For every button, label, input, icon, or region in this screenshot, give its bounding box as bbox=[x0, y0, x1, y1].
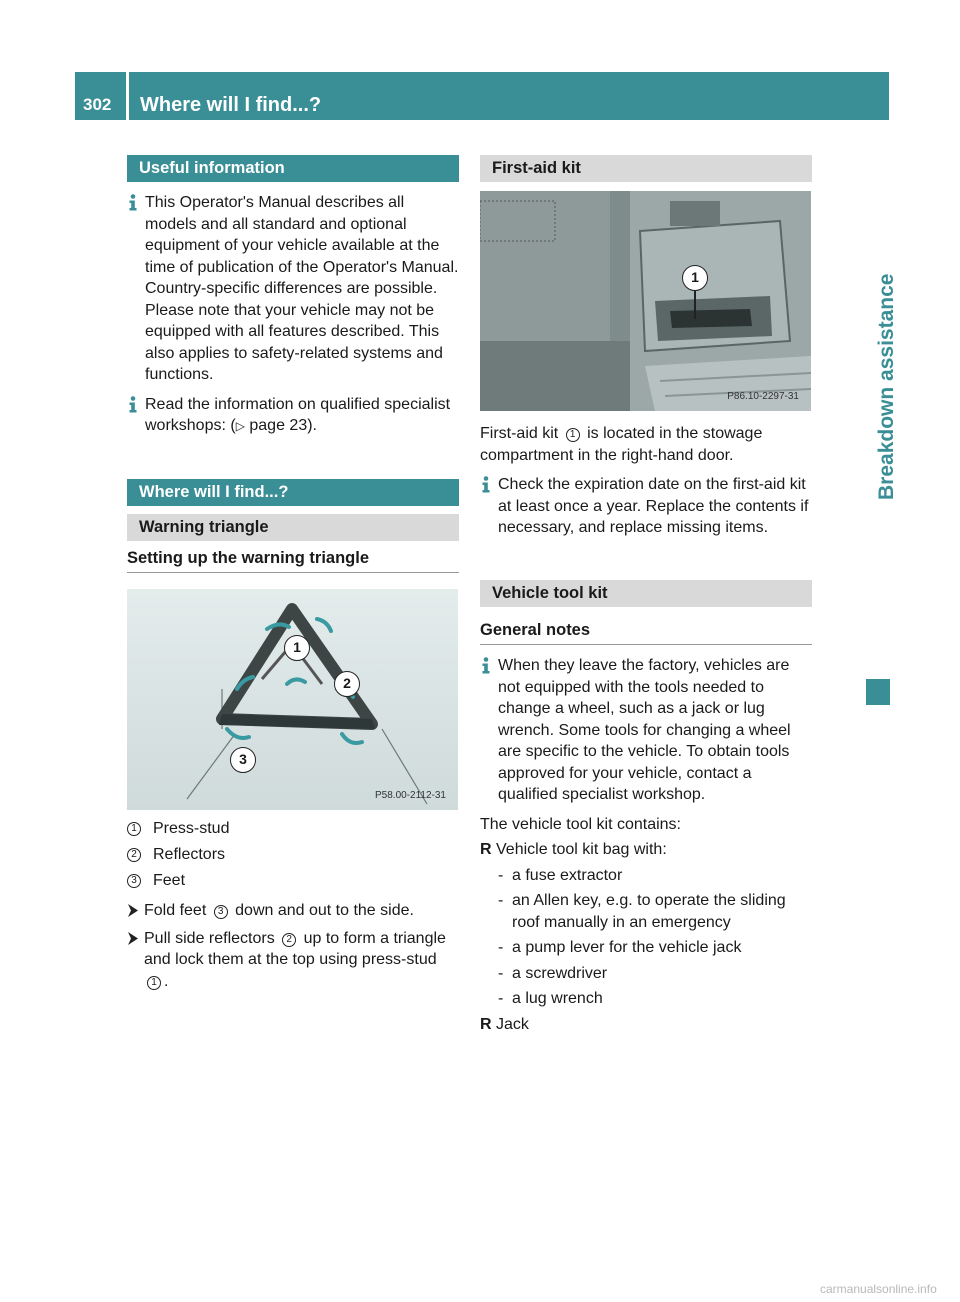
info-note-text: When they leave the factory, vehicles are not equipped with the tools needed to change a wheel, such as a jack or lug wrench. Some tools for changing a wheel are specific to the vehicle. To obtain tools approved for your vehicle, contact a qualified specialist workshop. bbox=[498, 657, 791, 803]
info-note bbox=[127, 192, 459, 386]
page-number: 302 bbox=[83, 95, 112, 114]
list-subitem: - a pump lever for the vehicle jack bbox=[498, 939, 742, 956]
list-item: R Vehicle tool kit bag with: bbox=[480, 839, 812, 861]
callout-3: 3 bbox=[230, 747, 256, 773]
list-item: R Jack bbox=[480, 1014, 812, 1036]
figure-code: P58.00-2112-31 bbox=[375, 789, 446, 801]
side-tab-marker bbox=[866, 679, 890, 705]
info-note bbox=[127, 394, 459, 438]
subsection-heading-first-aid-kit: First-aid kit bbox=[480, 155, 812, 182]
tool-kit-contains-text: The vehicle tool kit contains: bbox=[480, 815, 681, 833]
warning-triangle-illustration bbox=[127, 589, 458, 810]
heading-setting-up-warning-triangle: Setting up the warning triangle bbox=[127, 544, 459, 574]
action-step-icon bbox=[127, 931, 139, 946]
callout-1: 1 bbox=[284, 635, 310, 661]
info-icon bbox=[127, 396, 139, 413]
info-icon bbox=[480, 657, 492, 674]
info-note bbox=[480, 474, 812, 539]
list-subitem: - a fuse extractor bbox=[498, 866, 623, 884]
instruction-step: Pull side reflectors 2 up to form a triangle and lock them at the top using press-stud 1 . bbox=[127, 928, 459, 993]
info-icon bbox=[127, 194, 139, 211]
figure-code: P86.10-2297-31 bbox=[727, 390, 799, 402]
callout-leader-line bbox=[694, 291, 696, 319]
right-column bbox=[480, 155, 812, 1035]
instruction-step: Fold feet 3 down and out to the side. bbox=[127, 900, 459, 922]
info-icon bbox=[480, 476, 492, 493]
heading-general-notes: General notes bbox=[480, 616, 812, 646]
action-step-icon bbox=[127, 903, 139, 918]
list-subitem: - a screwdriver bbox=[498, 964, 608, 982]
legend-list bbox=[127, 818, 459, 892]
list-subitem: - a lug wrench bbox=[498, 990, 603, 1007]
bullet-icon: R bbox=[480, 841, 492, 858]
subsection-heading-warning-triangle: Warning triangle bbox=[127, 514, 459, 541]
legend-item: 3 Feet bbox=[127, 870, 459, 892]
watermark: carmanualsonline.info bbox=[820, 1282, 937, 1296]
first-aid-location-text: First-aid kit 1 is located in the stowage compartment in the right-hand door. bbox=[480, 425, 763, 464]
list-subitem: - an Allen key, e.g. to operate the sliding roof manually in an emergency bbox=[498, 892, 786, 931]
warning-triangle-figure bbox=[127, 589, 458, 810]
left-column bbox=[127, 155, 459, 992]
info-note bbox=[480, 655, 812, 806]
header-separator bbox=[126, 72, 129, 120]
page-header-title: Where will I find...? bbox=[140, 94, 322, 116]
callout-1: 1 bbox=[682, 265, 708, 291]
section-heading-useful-information: Useful information bbox=[127, 155, 459, 182]
page-ref-arrow-icon: ▷ bbox=[235, 419, 245, 433]
info-note-text: This Operator's Manual describes all models and all standard and optional equipment of your vehicle available at the time of publication of the Operator's Manual. Country-specific differences are possible. Please note that your vehicle may not be equipped with all features described. This also applies to safety-related systems and functions. bbox=[145, 194, 459, 383]
info-note-text: Check the expiration date on the first-aid kit at least once a year. Replace the contents if necessary, and replace missing items. bbox=[498, 476, 809, 536]
info-note-text: Read the information on qualified specialist workshops: (▷ page 23). bbox=[145, 395, 451, 434]
subsection-heading-vehicle-tool-kit: Vehicle tool kit bbox=[480, 580, 812, 607]
section-heading-where-will-i-find: Where will I find...? bbox=[127, 479, 459, 506]
first-aid-kit-figure bbox=[480, 191, 811, 411]
bullet-icon: R bbox=[480, 1015, 492, 1033]
legend-item: 1 Press-stud bbox=[127, 818, 459, 840]
legend-item: 2 Reflectors bbox=[127, 844, 459, 866]
side-tab-title: Breakdown assistance bbox=[875, 273, 898, 500]
first-aid-kit-photo bbox=[480, 191, 811, 411]
callout-2: 2 bbox=[334, 671, 360, 697]
